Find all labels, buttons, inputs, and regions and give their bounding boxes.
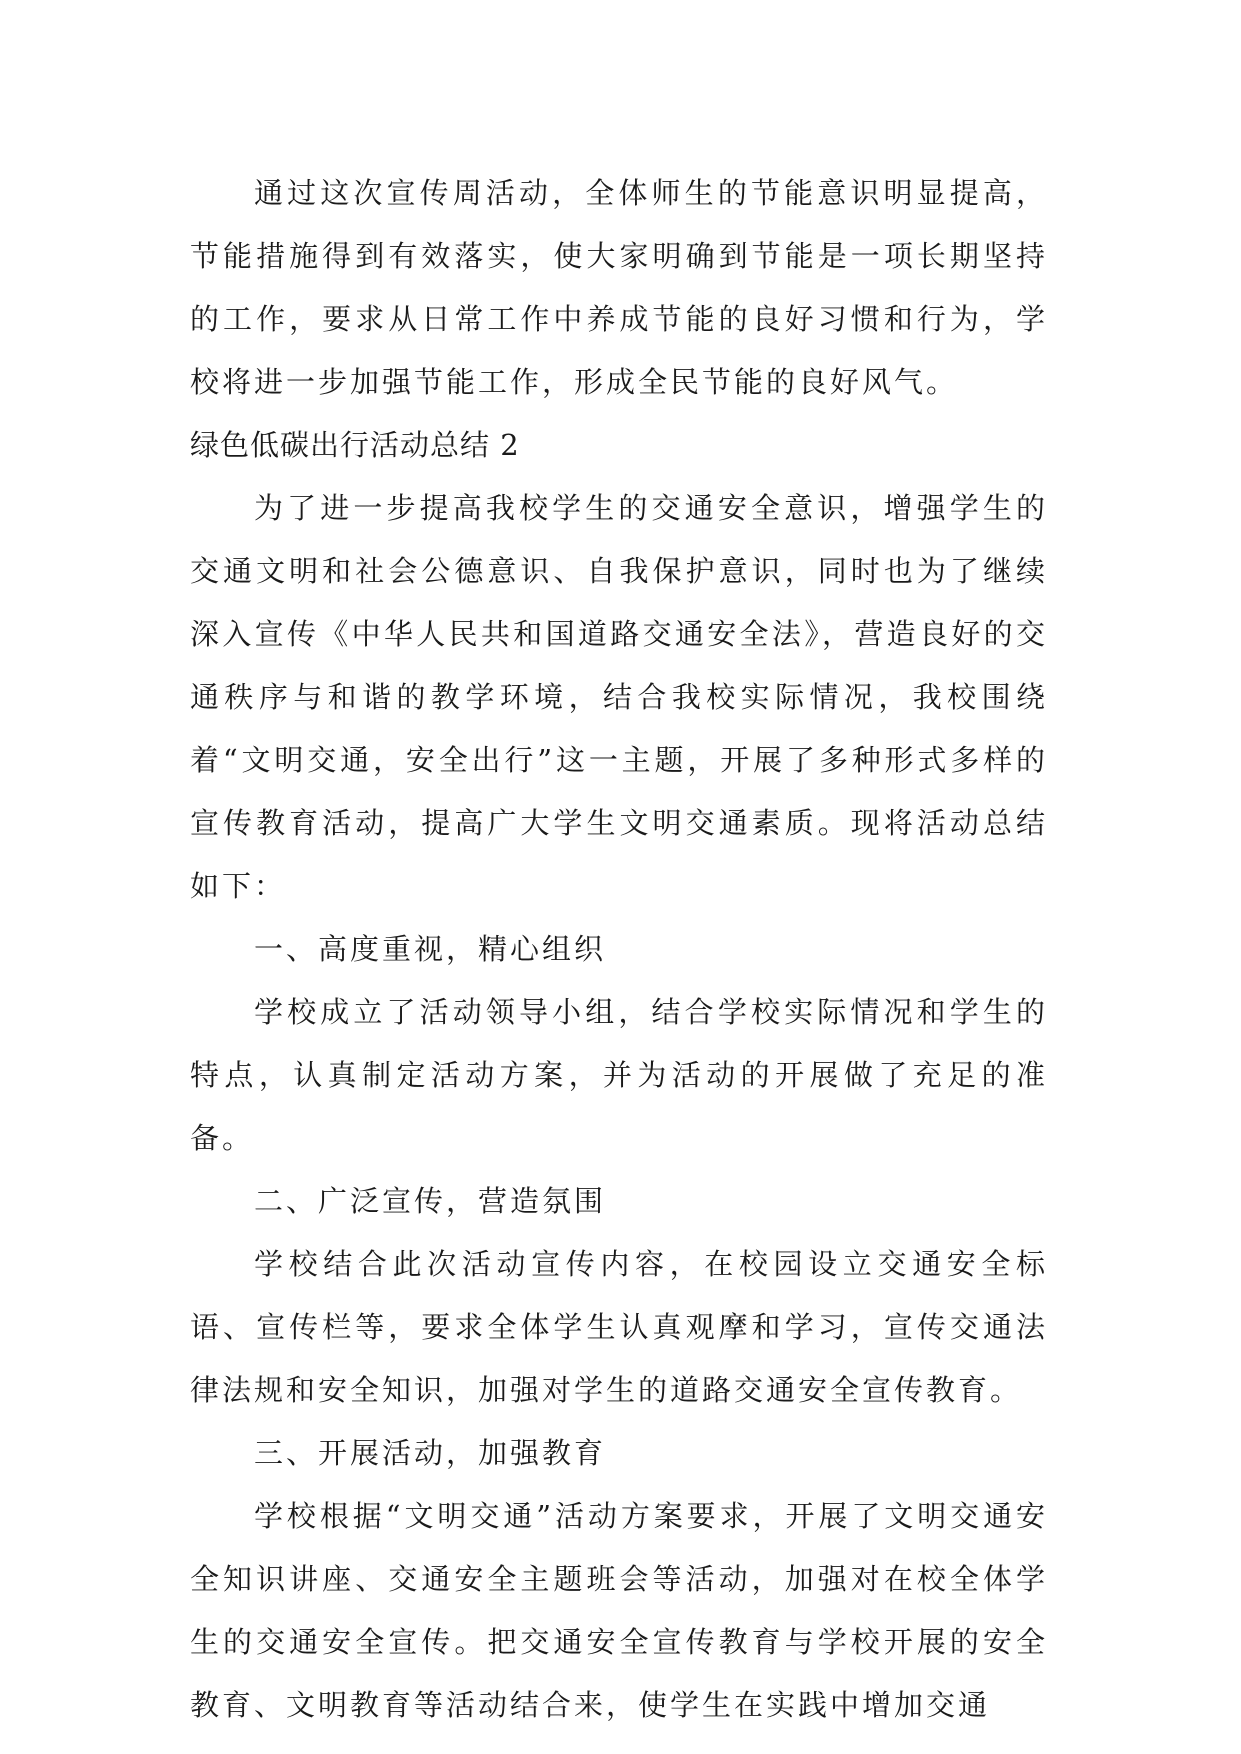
paragraph-publicity: 学校结合此次活动宣传内容，在校园设立交通安全标语、宣传栏等，要求全体学生认真观摩和学习，宣传交通法律法规和安全知识，加强对学生的道路交通安全宣传教育。 xyxy=(190,1247,1048,1407)
paragraph-intro: 为了进一步提高我校学生的交通安全意识，增强学生的交通文明和社会公德意识、自我保护意识，同时也为了继续深入宣传《中华人民共和国道路交通安全法》，营造良好的交通秩序与和谐的教学环境，结合我校实际情况，我校围绕着“文明交通，安全出行”这一主题，开展了多种形式多样的宣传教育活动，提高广大学生文明交通素质。现将活动总结如下： xyxy=(190,491,1048,903)
document-body xyxy=(190,162,1048,1737)
subheading-3: 三、开展活动，加强教育 xyxy=(254,1436,607,1470)
paragraph-activities: 学校根据“文明交通”活动方案要求，开展了文明交通安全知识讲座、交通安全主题班会等活动，加强对在校全体学生的交通安全宣传。把交通安全宣传教育与学校开展的安全教育、文明教育等活动结合来，使学生在实践中增加交通 xyxy=(190,1499,1048,1722)
section-title: 绿色低碳出行活动总结 2 xyxy=(190,428,520,462)
subheading-1: 一、高度重视，精心组织 xyxy=(254,932,607,966)
paragraph-energy-summary: 通过这次宣传周活动，全体师生的节能意识明显提高，节能措施得到有效落实，使大家明确到节能是一项长期坚持的工作，要求从日常工作中养成节能的良好习惯和行为，学校将进一步加强节能工作，形成全民节能的良好风气。 xyxy=(190,176,1048,399)
subheading-2: 二、广泛宣传，营造氛围 xyxy=(254,1184,607,1218)
paragraph-organization: 学校成立了活动领导小组，结合学校实际情况和学生的特点，认真制定活动方案，并为活动的开展做了充足的准备。 xyxy=(190,995,1048,1155)
